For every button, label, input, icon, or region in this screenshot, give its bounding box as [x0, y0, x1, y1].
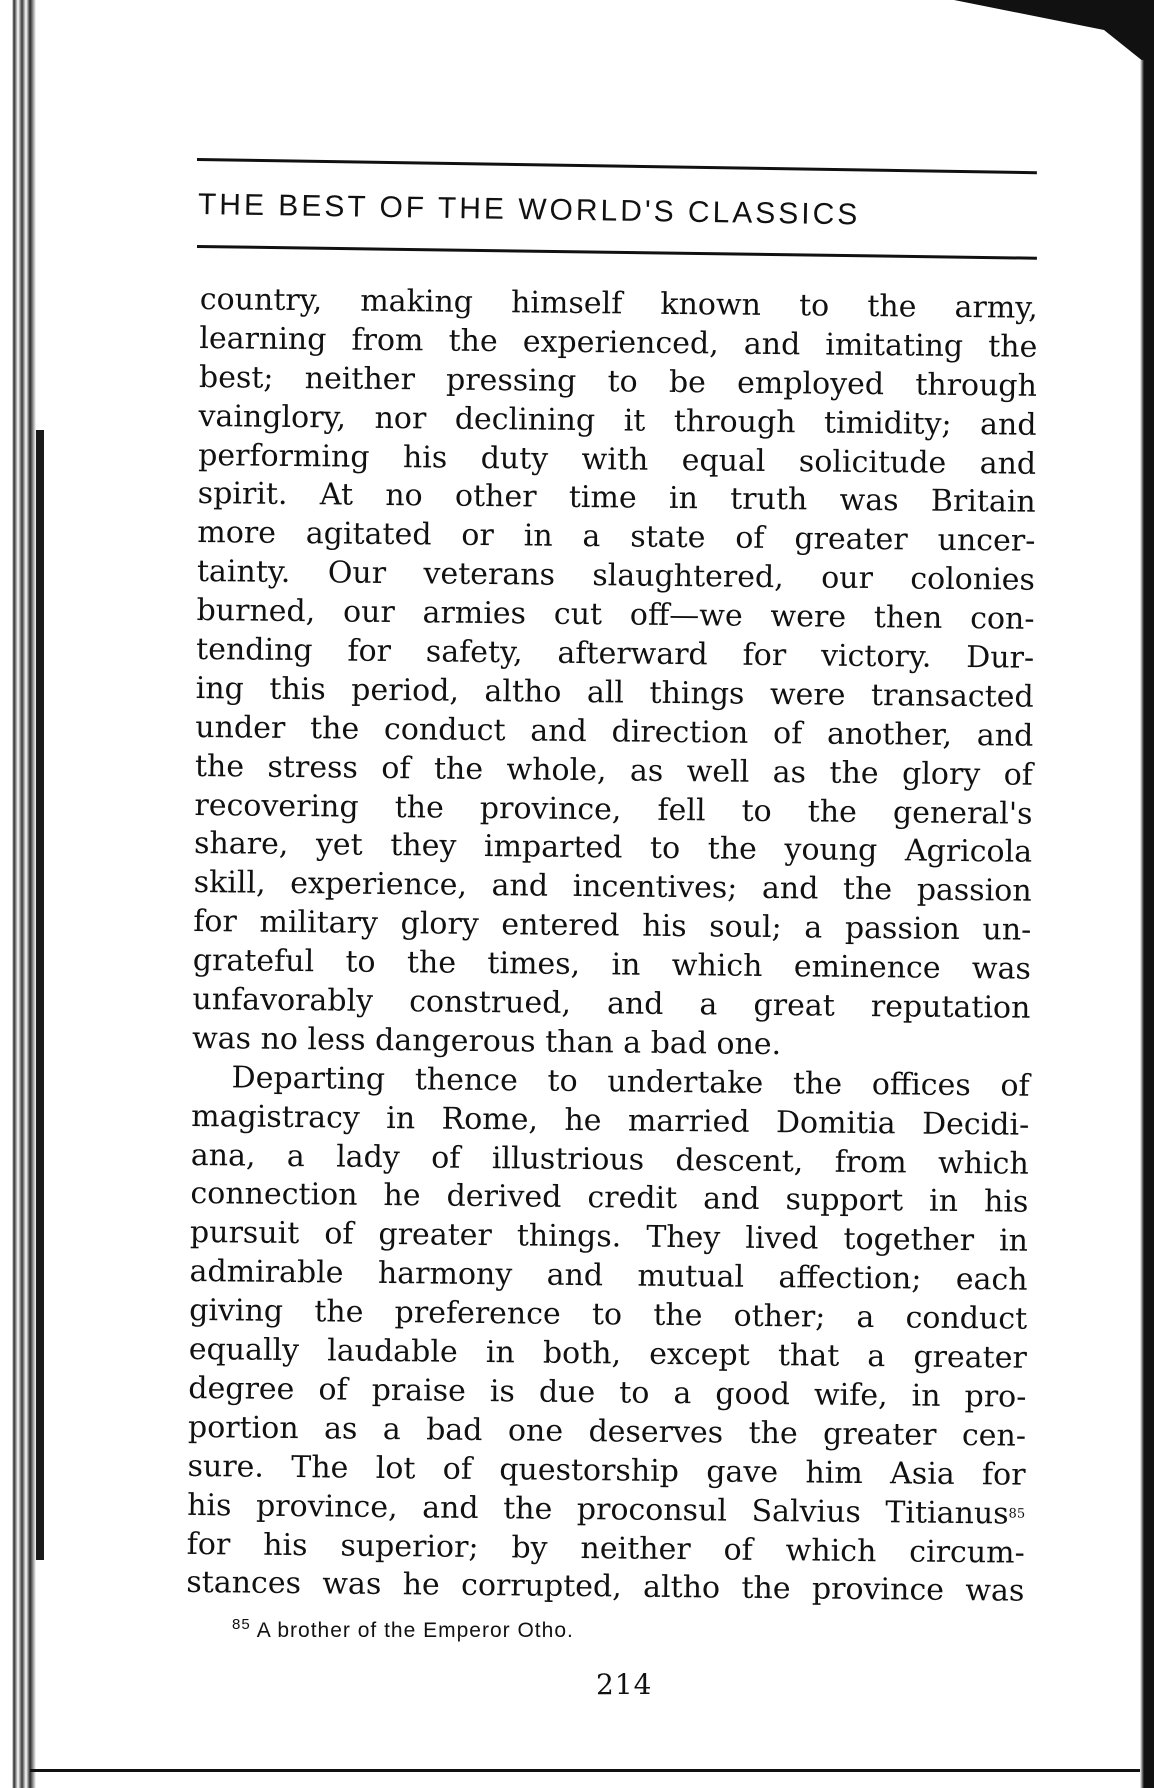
page-right-edge	[1132, 60, 1154, 1788]
page-corner-shadow	[954, 0, 1154, 70]
running-header: THE BEST OF THE WORLD'S CLASSICS	[197, 188, 861, 232]
text-line: magistracy in Rome, he married Domitia Decidi-	[191, 1098, 1030, 1143]
text-line: recovering the province, fell to the general's	[194, 787, 1033, 832]
text-line: stances was he corrupted, altho the province was	[186, 1565, 1025, 1610]
footnote-reference: 85	[1008, 1506, 1026, 1522]
footnote-marker: 85	[232, 1616, 251, 1633]
text-line: best; neither pressing to be employed through	[198, 359, 1038, 404]
text-line: for military glory entered his soul; a passion un-	[193, 904, 1032, 948]
body-text	[186, 281, 1038, 1612]
text-line: country, making himself known to the army,	[199, 281, 1038, 326]
text-line: tainty. Our veterans slaughtered, our colonies	[196, 554, 1036, 598]
text-line: more agitated or in a state of greater uncer-	[197, 515, 1036, 560]
book-gutter-shadow	[36, 430, 44, 1560]
text-line-content: his province, and the proconsul Salvius Titianus	[186, 1487, 1009, 1532]
text-line: was no less dangerous than a bad one.	[191, 1020, 782, 1063]
header-rule-bottom	[197, 245, 1037, 260]
text-line: performing his duty with equal solicitude and	[197, 437, 1037, 482]
text-line: sure. The lot of questorship gave him Asia for	[187, 1448, 1026, 1493]
text-line: under the conduct and direction of another, and	[195, 709, 1034, 754]
text-line: the stress of the whole, as well as the glory of	[194, 748, 1034, 793]
page-number: 214	[596, 1668, 653, 1701]
footnote	[232, 1616, 574, 1643]
text-line: Departing thence to undertake the offices of	[231, 1060, 1030, 1104]
text-line: for his superior; by neither of which circum-	[186, 1526, 1025, 1571]
text-line: learning from the experienced, and imitating the	[199, 320, 1038, 365]
text-line: skill, experience, and incentives; and the passion	[193, 865, 1032, 910]
text-line: vainglory, nor declining it through timidity; and	[198, 398, 1037, 443]
footnote-text: A brother of the Emperor Otho.	[256, 1619, 574, 1642]
header-rule-top	[197, 158, 1037, 174]
text-line: equally laudable in both, except that a greater	[188, 1331, 1027, 1376]
page-bottom-edge	[30, 1769, 1140, 1782]
text-line: unfavorably construed, and a great reputation	[192, 981, 1031, 1026]
text-line: portion as a bad one deserves the greater cen-	[187, 1409, 1027, 1454]
text-line: grateful to the times, in which eminence was	[192, 943, 1032, 987]
text-line: burned, our armies cut off—we were then con-	[196, 593, 1035, 637]
text-line: ana, a lady of illustrious descent, from which	[190, 1137, 1029, 1182]
text-line: giving the preference to the other; a conduct	[189, 1293, 1028, 1337]
text-line: share, yet they imparted to the young Agricola	[193, 826, 1033, 871]
text-line: ing this period, altho all things were transacted	[195, 670, 1034, 715]
text-line: spirit. At no other time in truth was Britain	[197, 476, 1036, 521]
text-line: tending for safety, afterward for victory. Dur-	[195, 631, 1035, 676]
text-line: pursuit of greater things. They lived together in	[189, 1215, 1029, 1260]
text-line: connection he derived credit and support in his	[190, 1176, 1029, 1221]
text-line: degree of praise is due to a good wife, in pro-	[188, 1370, 1027, 1415]
text-line: admirable harmony and mutual affection; each	[189, 1254, 1028, 1298]
